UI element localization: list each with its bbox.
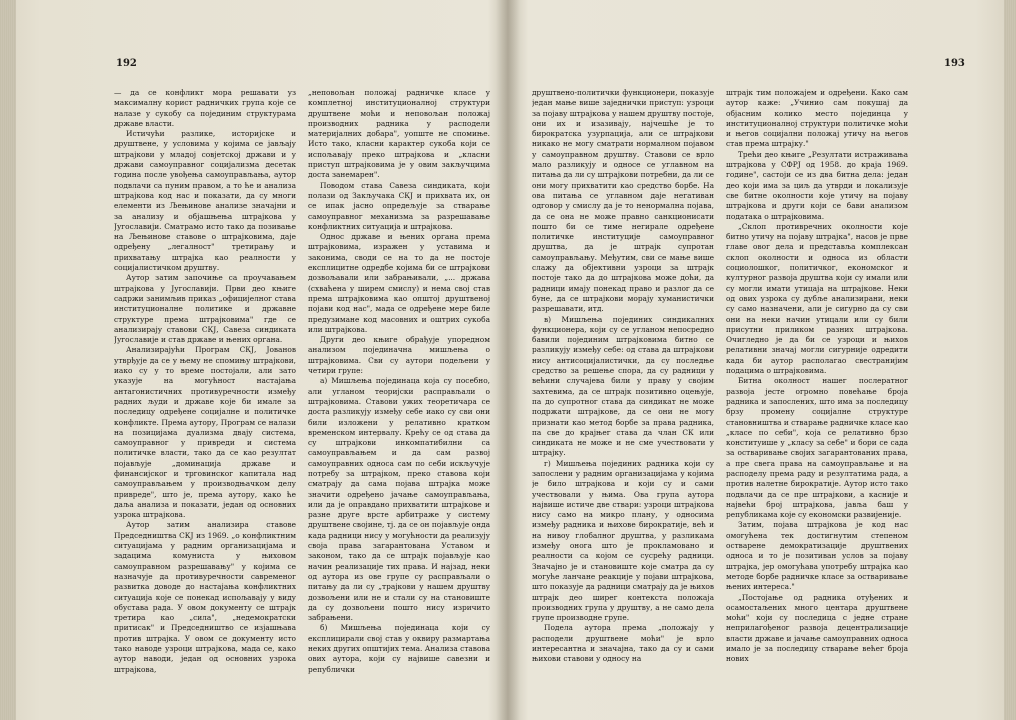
paragraph: — да се конфликт мора решавати уз максималну корист радничких група које се налазе у сукобу са појединим структурама државе власти. <box>114 88 296 128</box>
paragraph: Аутор затим анализира ставове Председништва СКЈ из 1969. „о конфликтним ситуацијама у радним организацијама и задацима комуниста у њиховом самоуправном разрешавању" у којима се назначује да противуречности савременог развитка доводе до настајања конфликтних ситуација које се понекад испољавају у виду обустава рада. У овом документу се штрајк третира као „сила", „недемократски притисак" и Председништво се изјашњава против штрајка. У овом се документу исто тако наводе узроци штрајкова, мада се, како аутор наводи, један од основних узрока штрајкова, <box>114 520 296 674</box>
paragraph: Истичући разлике, историјске и друштвене, у условима у којима се јављају штрајкови у младој совјетској држави и у држави самоуправног социјализма десетак година после увођења самоуправљања, аутор подвлачи са пуним правом, а то ће и анализа штрајкова код нас и показати, да су многи елементи из Љењинове анализе значајни и за анализу и објашњења штрајкова у Југославији. Сматрамо исто тако да позивање на Љењинове ставове о штрајковима, даје одређену „легалност" третирању и прихватању штрајка као реалности у социјалистичком друштву. <box>114 129 296 273</box>
left-page-number: 192 <box>116 58 137 69</box>
left-page-column-2 <box>308 88 490 700</box>
right-page <box>508 0 1016 720</box>
paragraph: „неповољан положај радничке класе у комплетној институционалној структури друштвене моћи и неповољан положај производних радника у расподели материјалних добара", уопште не спомиње. Исто тако, класни карактер сукоба који се испољавају преко штрајкова и „класни приступ штрајковима је у овим закључцима доста занемарен". <box>308 88 490 180</box>
paragraph: „Склоп противречних околности које битно утичу на појаву штрајка", насов је прве главе овог дела и представља комплексан склоп околности и односа из области социолошког, политичког, економског и културног развоја друштва који су имали или су могли имати утицаја на штрајкове. Неки од ових узрока су дубље анализирани, неки су само назначени, али је сигурно да су сви они на неки начин утицали или су били присутни приликом разних штрајкова. Очигледно је да би се узроци и њихов релативни значај могли сигурније одредити када би аутор располагао свестранијим подацима о штрајковима. <box>726 221 908 376</box>
paragraph: друштвено-политички функционери, показује један мање више заједнички приступ: узроци за појаву штрајкова у нашем друштву постоје, они их и изазивају, најчешће је то бирократска узурпација, али се штрајкови никако не могу сматрати нормалном појавом у самоуправном друштву. Ставови се врло мало разликују и односе се углавном на питања да ли су штрајкови потребни, да ли се они могу прихватити као средство борбе. На ова питања се углавном даје негативан одговор у смислу да је то ненормална појава, да се она не може правно санкционисати пошто би се тиме негирале одређене политичке институције самоуправног друштва, да је штрајк супротан самоуправљању. Међутим, сви се мање више слажу да објективни узроци за штрајк постоје тако да до штрајкова може доћи, да радници имају понекад право и разлог да се буне, да се штрајкови морају хуманистички разрешавати, итд. <box>532 88 714 314</box>
right-page-column-1 <box>532 88 714 700</box>
right-page-number: 193 <box>944 58 965 69</box>
paragraph: Однос државе и њених органа према штрајковима, изражен у уставима и законима, своди се на то да не постоје експлицитне одредбе којима би се штрајкови дозвољавали или забрањивали, „... држава (схваћена у ширем смислу) и нема свој став према штрајковима као општој друштвеној појави код нас", мада се одређене мере биле предузимане код масовних и оштрих сукоба или штрајкова. <box>308 232 490 334</box>
paragraph: Затим, појава штрајкова је код нас омогућена тек достигнутим степеном остварене демократизације друштвених односа и то је позитиван услов за појаву штрајка, јер омогућава употребу штрајка као методе борбе радничке класе за остваривање њених интереса." <box>726 520 908 592</box>
paragraph: в) Мишљења појединих синдикалних функционера, који су се угланом непосредно бавили појединим штрајковима битно се разликују између себе: од става да штрајкови нису антисоцијалистички, да су последње средство за решење спора, да су радници у већини случајева били у праву у својим захтевима, да се штрајк позитивно оцењује, па до супротног става да синдикат не може подржати штрајкове, да се они не могу признати као метод борбе за права радника, па све до крајњег става да члан СК или синдиката не може и не сме учествовати у штрајку. <box>532 314 714 458</box>
paragraph: Подела аутора према „положају у расподели друштвене моћи" је врло интересантна и значајна, тако да су и сами њихови ставови у односу на <box>532 623 714 664</box>
paragraph: Битна околност нашег послератног развоја јесте огромно повећање броја радника и запослених, што има за последицу брзу промену социјалне структуре становништва и стварање радничке класе као „класе по себи", која се релативно брзо конституише у „класу за себе" и бори се сада за остваривање својих загарантованих права, а пре свега права на самоуправљање и на расподелу према раду и резултатима рада, а против налетне бирократије. Аутор исто тако подвлачи да се пре штрајкови, а касније и највећи број штрајкова, јавља баш у републикама које су економски развијеније. <box>726 376 908 520</box>
left-page-column-1 <box>114 88 296 700</box>
paragraph: „Постојање од радника отуђених и осамостаљених много центара друштвене моћи" који су последица с једне стране неприлагођеног развоја децентрализације власти државе и јачање самоуправних односа имало је за последицу стварање већег броја нових <box>726 592 908 664</box>
paragraph: Анализирајући Програм СКЈ, Јованов утврђује да се у њему не спомињу штрајкови, иако су у то време постојали, али зато указује на могућност настајања антагонистичних противуречности између радних људи и државе које би имале за последицу одређене социјалне и политичке конфликте. Према аутору, Програм се налази на позицијама дуализма двају система, самоуправног у привреди и система политичке власти, тако да се као резултат појављује „доминација државе и финансијског и трговинског капитала над самоуправљањем у производњачком делу привреде", што је, према аутору, како ће даља анализа и показати, један од основних узрока штрајкова. <box>114 345 296 520</box>
paragraph: Аутор затим започиње са проучавањем штрајкова у Југославији. Први део књиге садржи занимљив приказ „официјелног става институционалне политике и државне структуре према штрајковима" где се анализирају ставови СКЈ, Савеза синдиката Југославије и став државе и њених органа. <box>114 273 296 345</box>
paragraph: Други део књиге обрађује упоредном анализом појединачна мишљења о штрајковима. Сви су аутори подељени у четири групе: <box>308 335 490 376</box>
paragraph: Трећи део књиге „Резултати истраживања штрајкова у СФРЈ од 1958. до краја 1969. године", састоји се из два битна дела: један део који има за циљ да утврди и локализује све битне околности које утичу на појаву штрајкова и други који се бави анализом података о штрајковима. <box>726 149 908 221</box>
paragraph: а) Мишљења појединаца која су посебно, али угланом теоријски расправљали о штрајковима. Ставови ужих теоретичара се доста разликују између себе иако су сви они били изложени у релативно кратком временском интервалу. Крећу се од става да су штрајкови инкомпатибилни са самоуправљањем и да сам развој самоуправних односа сам по себи искључује потребу за штрајком, преко ставова који сматрају да сама појава штрајка може значити одређено јачање самоуправљања, или да је оправдано прихватити штрајкове и разне друге врсте арбитраже у систему друштвене својине, тј. да се он појављује онда када радници нису у могућности да реализују своја права загарантована Уставом и законом, тако да се штрајк појављује као начин реализације тих права. И најзад, неки од аутора из ове групе су расправљали о питању да ли су „трајкови у нашем друштву дозвољени или не и стали су на становиште да су дозвољени пошто нису изричито забрањени. <box>308 376 490 623</box>
paragraph: штрајк тим положајем и одређени. Како сам аутор каже: „Учинио сам покушај да објасним колико место појединца у институционалној структури политичке моћи и његов социјални положај утичу на његов став према штрајку." <box>726 88 908 149</box>
paragraph: г) Мишљења појединих радника који су запослени у радним организацијама у којима је било штрајкова и који су и сами учествовали у њима. Ова група аутора највише истиче две ствари: узроци штрајкова нису само на микро плану, у односима између радника и њихове бирократије, већ и на нивоу глобалног друштва, у разликама између онога што је прокламовано и реалности са којом се сусрећу радници. Значајно је и становиште које сматра да су могуће ланчане реакције у појави штрајкова, што показује да радници сматрају да је њихов штрајк део ширег контекста положаја производних група у друштву, а не само дела групе производне групе. <box>532 458 714 623</box>
right-page-column-2 <box>726 88 908 700</box>
paragraph: б) Мишљења појединаца који су експлицирали свој став у оквиру размартања неких других општијих тема. Анализа ставова ових аутора, који су највише савезни и републички <box>308 623 490 674</box>
paragraph: Поводом става Савеза синдиката, који полази од Закључака СКЈ и прихвата их, он се ипак јасно опредељује за стварање самоуправног механизма за разрешавање конфликтних ситуација и штрајкова. <box>308 180 490 231</box>
